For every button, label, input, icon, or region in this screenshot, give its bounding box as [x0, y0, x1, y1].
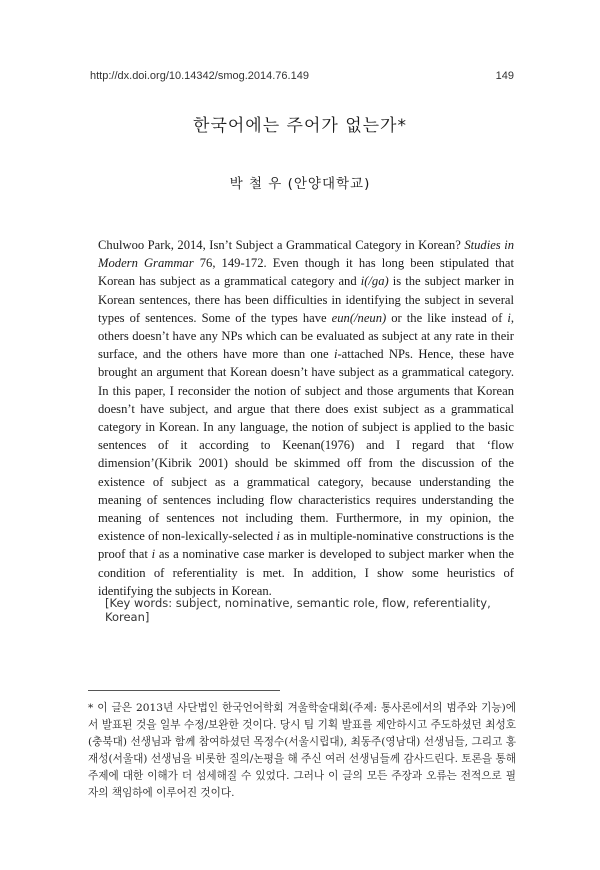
i-term: i — [333, 347, 338, 362]
page-number: 149 — [495, 70, 514, 82]
keywords: [Key words: subject, nominative, semantic role, flow, referentiality, Korean] — [105, 596, 491, 624]
abstract-text: as in multiple-nominative constructions is the proof that — [98, 529, 514, 562]
abstract-text: is the subject marker in Korean sentences, there has been difficulties in identifying the subject in several types of sentences. Some of the types have — [98, 274, 515, 325]
abstract-text: 76, 149-172. Even though it has long been stipulated that Korean has subject as a grammatical category and — [98, 256, 514, 289]
citation-author: Chulwoo Park, 2014, Isn’t Subject a Grammatical Category in Korean? — [98, 238, 465, 252]
paper-title: 한국어에는 주어가 없는가* — [193, 116, 407, 136]
journal-name: Studies in Modern Grammar — [98, 238, 514, 271]
doi-link[interactable]: http://dx.doi.org/10.14342/smog.2014.76.149 — [90, 70, 309, 82]
marker-term: i(/ga) — [360, 274, 389, 289]
abstract-text: , others doesn’t have any NPs which can be evaluated as subject at any rate in their surface, and the others have more than one — [98, 310, 514, 362]
i-term: i — [507, 310, 511, 325]
abstract-text: -attached NPs. Hence, these have brought an argument that Korean doesn’t have subject as a grammatical category. In this paper, I reconsider the notion of subject and those arguments that Korean doesn’t have subject, and argue that there does exist subject as a grammatical category in Korean. In any language, the notion of subject is applied to the basic sentences of it according to Keenan(1976) and I regard that ‘flow dimension’(Kibrik 2001) should be skimmed off from the discussion of the existence of subject as a grammatical category, because understanding the meaning of sentences including flow characteristics requires understanding the meaning of sentences not including them. Furthermore, in my opinion, the existence of non-lexically-selected — [98, 347, 514, 544]
author-line: 박 철 우 (안양대학교) — [229, 176, 371, 192]
i-term: i — [276, 529, 280, 544]
footnote-divider — [88, 690, 280, 691]
abstract-text: as a nominative case marker is developed to subject marker when the condition of referentiality is met. In addition, I show some heuristics of identifying the subjects in Korean. — [98, 547, 514, 598]
eun-term: eun(/neun) — [331, 310, 387, 325]
i-term: i — [151, 547, 156, 562]
abstract — [98, 236, 514, 600]
footnote: * 이 글은 2013년 사단법인 한국언어학회 겨울학술대회(주제: 통사론에서의 범주와 기능)에서 발표된 것을 일부 수정/보완한 것이다. 당시 팀 기획 발표를 제안하시고 주도하셨던 최성호(충북대) 선생님과 함께 참여하셨던 목정수(서울시립대), 최동주(영남대) 선생님들, 그리고 홍재성(서울대) 선생님을 비롯한 질의/논평을 해 주신 여러 선생님들께 감사드린다. 토론을 통해 주제에 대한 이해가 더 섬세해질 수 있었다. 그러나 이 글의 모든 주장과 오류는 전적으로 필자의 책임하에 이루어진 것이다. — [88, 702, 517, 799]
abstract-text: or the like instead of — [386, 310, 508, 325]
